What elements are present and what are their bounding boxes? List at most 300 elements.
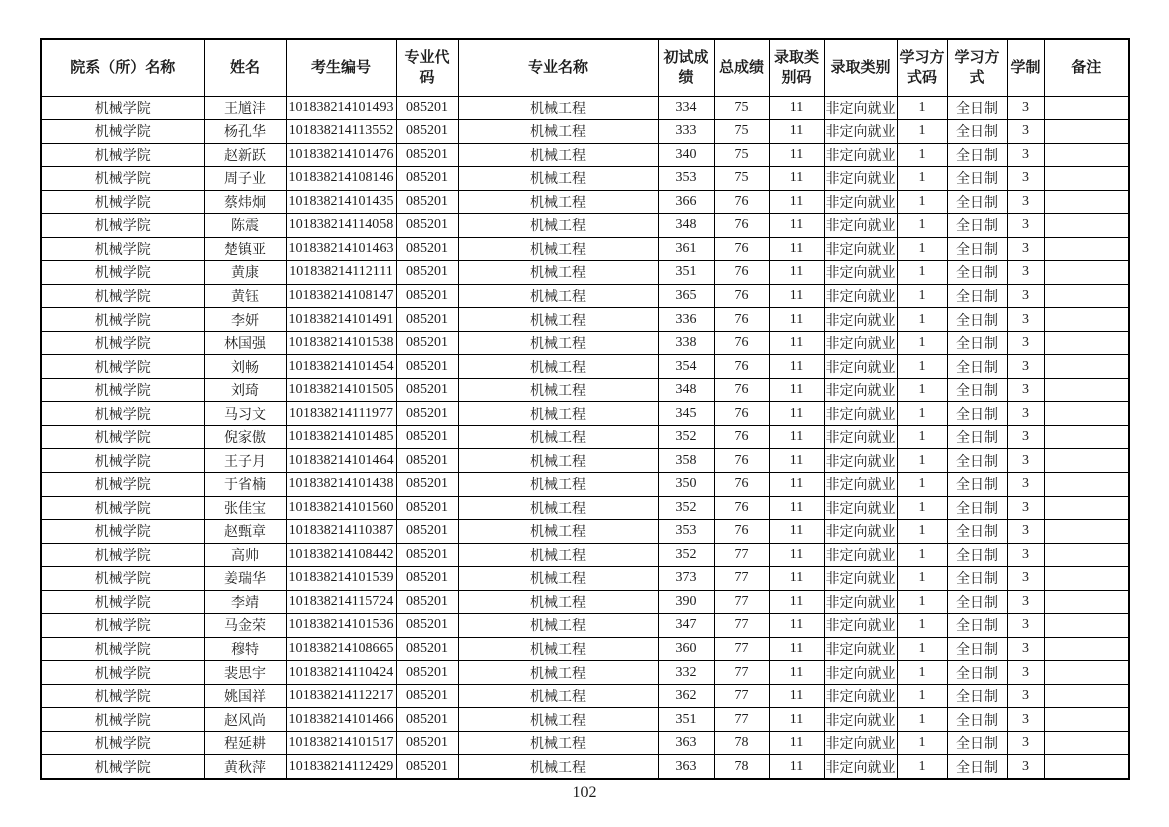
table-row — [41, 143, 1129, 167]
table-cell: 机械工程 — [458, 378, 658, 402]
table-cell: 程延耕 — [204, 731, 286, 755]
table-cell: 11 — [769, 567, 824, 591]
table-cell: 机械工程 — [458, 684, 658, 708]
table-cell: 085201 — [396, 708, 458, 732]
table-cell — [1044, 684, 1129, 708]
table-cell: 机械学院 — [41, 308, 204, 332]
table-cell: 77 — [714, 567, 769, 591]
table-cell: 机械学院 — [41, 190, 204, 214]
table-cell: 1 — [897, 731, 947, 755]
table-cell: 非定向就业 — [824, 755, 897, 779]
table-cell: 非定向就业 — [824, 355, 897, 379]
table-cell: 11 — [769, 237, 824, 261]
table-cell: 非定向就业 — [824, 284, 897, 308]
table-cell: 全日制 — [947, 755, 1007, 779]
table-cell: 085201 — [396, 308, 458, 332]
table-cell — [1044, 614, 1129, 638]
table-cell: 3 — [1007, 402, 1044, 426]
table-cell: 1 — [897, 331, 947, 355]
table-row — [41, 449, 1129, 473]
table-cell: 3 — [1007, 284, 1044, 308]
table-cell — [1044, 637, 1129, 661]
table-cell: 085201 — [396, 378, 458, 402]
table-row — [41, 284, 1129, 308]
table-cell — [1044, 661, 1129, 685]
table-cell: 101838214101536 — [286, 614, 396, 638]
table-cell: 085201 — [396, 520, 458, 544]
table-cell: 085201 — [396, 120, 458, 144]
table-row — [41, 708, 1129, 732]
table-cell: 机械工程 — [458, 496, 658, 520]
table-cell: 11 — [769, 637, 824, 661]
table-cell: 机械学院 — [41, 520, 204, 544]
table-cell: 101838214110424 — [286, 661, 396, 685]
table-cell: 101838214115724 — [286, 590, 396, 614]
table-cell: 101838214101466 — [286, 708, 396, 732]
table-cell: 76 — [714, 308, 769, 332]
table-cell: 全日制 — [947, 520, 1007, 544]
table-cell: 机械学院 — [41, 331, 204, 355]
table-cell: 非定向就业 — [824, 214, 897, 238]
table-cell: 非定向就业 — [824, 237, 897, 261]
table-cell: 机械工程 — [458, 731, 658, 755]
table-cell: 穆特 — [204, 637, 286, 661]
table-cell: 机械学院 — [41, 378, 204, 402]
table-cell: 1 — [897, 567, 947, 591]
table-cell: 101838214108665 — [286, 637, 396, 661]
table-cell: 机械工程 — [458, 755, 658, 779]
table-cell: 3 — [1007, 755, 1044, 779]
table-cell: 101838214101454 — [286, 355, 396, 379]
table-cell: 1 — [897, 614, 947, 638]
table-cell: 全日制 — [947, 708, 1007, 732]
table-cell: 76 — [714, 190, 769, 214]
table-cell: 77 — [714, 637, 769, 661]
table-row — [41, 425, 1129, 449]
table-cell: 3 — [1007, 637, 1044, 661]
table-cell — [1044, 120, 1129, 144]
table-cell: 11 — [769, 543, 824, 567]
table-row — [41, 590, 1129, 614]
table-row — [41, 684, 1129, 708]
table-cell: 机械学院 — [41, 708, 204, 732]
table-cell: 机械工程 — [458, 261, 658, 285]
table-cell: 76 — [714, 214, 769, 238]
table-cell: 机械工程 — [458, 425, 658, 449]
table-cell: 倪家傲 — [204, 425, 286, 449]
table-row — [41, 214, 1129, 238]
table-row — [41, 637, 1129, 661]
table-cell: 11 — [769, 520, 824, 544]
page-number: 102 — [572, 784, 597, 801]
table-row — [41, 261, 1129, 285]
table-cell: 11 — [769, 261, 824, 285]
table-cell: 机械工程 — [458, 567, 658, 591]
table-cell: 机械工程 — [458, 473, 658, 497]
table-cell: 于省楠 — [204, 473, 286, 497]
table-cell: 351 — [658, 708, 714, 732]
table-cell: 机械学院 — [41, 143, 204, 167]
table-cell: 3 — [1007, 425, 1044, 449]
table-cell: 机械学院 — [41, 637, 204, 661]
table-cell: 非定向就业 — [824, 590, 897, 614]
table-cell: 非定向就业 — [824, 473, 897, 497]
table-cell: 1 — [897, 308, 947, 332]
table-cell: 全日制 — [947, 731, 1007, 755]
table-cell: 336 — [658, 308, 714, 332]
table-cell: 362 — [658, 684, 714, 708]
table-cell: 机械学院 — [41, 684, 204, 708]
table-cell: 77 — [714, 614, 769, 638]
table-cell: 非定向就业 — [824, 708, 897, 732]
table-cell: 3 — [1007, 355, 1044, 379]
table-cell: 353 — [658, 520, 714, 544]
table-cell: 75 — [714, 167, 769, 191]
table-cell: 非定向就业 — [824, 661, 897, 685]
table-cell: 机械学院 — [41, 731, 204, 755]
table-row — [41, 190, 1129, 214]
table-cell: 非定向就业 — [824, 402, 897, 426]
table-cell: 马金荣 — [204, 614, 286, 638]
table-cell: 11 — [769, 402, 824, 426]
table-cell — [1044, 355, 1129, 379]
table-cell: 机械工程 — [458, 190, 658, 214]
table-cell: 085201 — [396, 543, 458, 567]
table-row — [41, 614, 1129, 638]
table-cell: 085201 — [396, 96, 458, 120]
table-cell: 1 — [897, 167, 947, 191]
table-cell: 1 — [897, 449, 947, 473]
table-cell: 085201 — [396, 567, 458, 591]
table-cell: 101838214101435 — [286, 190, 396, 214]
table-cell: 3 — [1007, 449, 1044, 473]
table-cell: 101838214114058 — [286, 214, 396, 238]
column-header: 学习方式 — [947, 39, 1007, 96]
table-cell — [1044, 543, 1129, 567]
table-cell: 11 — [769, 378, 824, 402]
table-cell — [1044, 708, 1129, 732]
table-cell: 11 — [769, 190, 824, 214]
table-cell: 机械学院 — [41, 355, 204, 379]
table-cell: 3 — [1007, 614, 1044, 638]
table-cell: 马习文 — [204, 402, 286, 426]
table-cell: 085201 — [396, 755, 458, 779]
table-cell: 非定向就业 — [824, 449, 897, 473]
table-cell: 3 — [1007, 190, 1044, 214]
table-cell: 机械学院 — [41, 284, 204, 308]
admissions-table — [40, 38, 1130, 780]
table-cell: 11 — [769, 590, 824, 614]
table-cell: 机械学院 — [41, 590, 204, 614]
table-cell: 机械学院 — [41, 449, 204, 473]
table-cell: 76 — [714, 331, 769, 355]
table-cell: 1 — [897, 473, 947, 497]
table-row — [41, 237, 1129, 261]
table-cell: 365 — [658, 284, 714, 308]
table-cell: 机械工程 — [458, 708, 658, 732]
table-cell: 085201 — [396, 637, 458, 661]
table-row — [41, 402, 1129, 426]
table-cell: 机械工程 — [458, 331, 658, 355]
table-cell: 78 — [714, 731, 769, 755]
table-cell: 机械学院 — [41, 214, 204, 238]
table-cell — [1044, 143, 1129, 167]
table-cell: 1 — [897, 214, 947, 238]
table-cell: 机械学院 — [41, 96, 204, 120]
table-cell: 11 — [769, 96, 824, 120]
table-cell: 杨孔华 — [204, 120, 286, 144]
table-cell: 林国强 — [204, 331, 286, 355]
table-row — [41, 308, 1129, 332]
table-cell: 机械学院 — [41, 473, 204, 497]
table-cell: 101838214101517 — [286, 731, 396, 755]
table-cell: 非定向就业 — [824, 167, 897, 191]
table-cell: 334 — [658, 96, 714, 120]
table-cell: 085201 — [396, 425, 458, 449]
table-cell: 345 — [658, 402, 714, 426]
table-row — [41, 520, 1129, 544]
table-cell: 1 — [897, 755, 947, 779]
table-cell: 085201 — [396, 402, 458, 426]
table-cell: 1 — [897, 120, 947, 144]
table-cell: 非定向就业 — [824, 261, 897, 285]
table-cell: 1 — [897, 684, 947, 708]
table-cell: 非定向就业 — [824, 190, 897, 214]
table-cell: 机械学院 — [41, 167, 204, 191]
table-cell: 全日制 — [947, 496, 1007, 520]
table-cell: 101838214110387 — [286, 520, 396, 544]
table-cell: 机械工程 — [458, 449, 658, 473]
table-cell: 348 — [658, 214, 714, 238]
table-row — [41, 355, 1129, 379]
table-cell: 3 — [1007, 120, 1044, 144]
table-cell: 王馗沣 — [204, 96, 286, 120]
column-header: 备注 — [1044, 39, 1129, 96]
table-cell: 75 — [714, 143, 769, 167]
table-cell: 085201 — [396, 731, 458, 755]
table-cell: 3 — [1007, 378, 1044, 402]
table-cell: 全日制 — [947, 261, 1007, 285]
table-cell: 77 — [714, 543, 769, 567]
table-cell: 76 — [714, 520, 769, 544]
table-cell: 351 — [658, 261, 714, 285]
table-cell: 3 — [1007, 731, 1044, 755]
table-cell: 非定向就业 — [824, 120, 897, 144]
table-cell: 11 — [769, 167, 824, 191]
table-cell: 全日制 — [947, 190, 1007, 214]
table-cell: 全日制 — [947, 402, 1007, 426]
table-cell: 76 — [714, 284, 769, 308]
table-cell: 王子月 — [204, 449, 286, 473]
table-row — [41, 543, 1129, 567]
table-cell: 机械学院 — [41, 661, 204, 685]
table-cell: 3 — [1007, 543, 1044, 567]
table-cell: 机械学院 — [41, 237, 204, 261]
table-cell: 11 — [769, 331, 824, 355]
table-cell: 360 — [658, 637, 714, 661]
table-cell: 1 — [897, 96, 947, 120]
table-cell: 全日制 — [947, 308, 1007, 332]
table-cell: 3 — [1007, 473, 1044, 497]
table-cell: 348 — [658, 378, 714, 402]
column-header: 学制 — [1007, 39, 1044, 96]
table-cell: 085201 — [396, 473, 458, 497]
table-row — [41, 567, 1129, 591]
table-cell: 1 — [897, 402, 947, 426]
table-cell: 333 — [658, 120, 714, 144]
table-cell: 085201 — [396, 237, 458, 261]
table-cell: 340 — [658, 143, 714, 167]
table-cell: 338 — [658, 331, 714, 355]
table-cell: 373 — [658, 567, 714, 591]
table-cell: 机械工程 — [458, 237, 658, 261]
table-cell: 352 — [658, 425, 714, 449]
table-cell: 陈震 — [204, 214, 286, 238]
table-cell: 机械学院 — [41, 567, 204, 591]
table-cell: 3 — [1007, 167, 1044, 191]
table-cell: 全日制 — [947, 96, 1007, 120]
table-cell: 101838214112429 — [286, 755, 396, 779]
table-cell — [1044, 425, 1129, 449]
table-cell — [1044, 331, 1129, 355]
column-header: 录取类别 — [824, 39, 897, 96]
column-header: 姓名 — [204, 39, 286, 96]
table-cell: 101838214113552 — [286, 120, 396, 144]
table-body — [41, 96, 1129, 779]
table-cell: 刘畅 — [204, 355, 286, 379]
table-cell: 黄康 — [204, 261, 286, 285]
table-cell — [1044, 520, 1129, 544]
table-cell: 李妍 — [204, 308, 286, 332]
table-cell: 085201 — [396, 214, 458, 238]
table-cell: 77 — [714, 684, 769, 708]
column-header: 院系（所）名称 — [41, 39, 204, 96]
table-cell: 裴思宇 — [204, 661, 286, 685]
table-cell: 085201 — [396, 261, 458, 285]
table-cell: 085201 — [396, 331, 458, 355]
table-cell: 全日制 — [947, 167, 1007, 191]
table-cell: 1 — [897, 496, 947, 520]
table-row — [41, 120, 1129, 144]
table-cell: 390 — [658, 590, 714, 614]
table-cell: 101838214112111 — [286, 261, 396, 285]
table-cell: 101838214101491 — [286, 308, 396, 332]
table-cell: 非定向就业 — [824, 378, 897, 402]
table-cell: 非定向就业 — [824, 308, 897, 332]
table-cell: 非定向就业 — [824, 331, 897, 355]
column-header: 专业代码 — [396, 39, 458, 96]
table-cell: 全日制 — [947, 120, 1007, 144]
table-cell: 085201 — [396, 167, 458, 191]
table-cell: 机械学院 — [41, 402, 204, 426]
table-cell: 黄钰 — [204, 284, 286, 308]
table-row — [41, 378, 1129, 402]
table-cell: 77 — [714, 708, 769, 732]
table-cell: 101838214101464 — [286, 449, 396, 473]
table-cell: 黄秋萍 — [204, 755, 286, 779]
table-cell: 76 — [714, 355, 769, 379]
table-cell: 非定向就业 — [824, 143, 897, 167]
table-cell: 085201 — [396, 496, 458, 520]
table-cell: 全日制 — [947, 143, 1007, 167]
table-cell — [1044, 190, 1129, 214]
table-cell — [1044, 755, 1129, 779]
table-cell: 1 — [897, 261, 947, 285]
column-header: 录取类别码 — [769, 39, 824, 96]
table-cell: 非定向就业 — [824, 637, 897, 661]
table-cell: 1 — [897, 284, 947, 308]
table-cell: 085201 — [396, 355, 458, 379]
table-cell: 姚国祥 — [204, 684, 286, 708]
table-cell: 机械学院 — [41, 543, 204, 567]
table-cell — [1044, 473, 1129, 497]
table-row — [41, 96, 1129, 120]
table-cell: 352 — [658, 543, 714, 567]
table-cell: 机械工程 — [458, 402, 658, 426]
table-cell: 全日制 — [947, 378, 1007, 402]
table-cell: 085201 — [396, 143, 458, 167]
table-cell: 机械学院 — [41, 755, 204, 779]
table-cell: 非定向就业 — [824, 684, 897, 708]
table-cell — [1044, 284, 1129, 308]
table-cell: 1 — [897, 190, 947, 214]
table-cell: 366 — [658, 190, 714, 214]
table-cell: 机械学院 — [41, 261, 204, 285]
table-cell: 非定向就业 — [824, 567, 897, 591]
table-cell: 11 — [769, 308, 824, 332]
table-cell: 非定向就业 — [824, 614, 897, 638]
table-cell: 机械学院 — [41, 425, 204, 449]
table-cell: 3 — [1007, 237, 1044, 261]
table-cell: 1 — [897, 708, 947, 732]
table-cell: 101838214112217 — [286, 684, 396, 708]
table-cell: 机械工程 — [458, 661, 658, 685]
table-cell: 楚镇亚 — [204, 237, 286, 261]
table-cell: 全日制 — [947, 331, 1007, 355]
table-cell: 全日制 — [947, 237, 1007, 261]
table-cell: 蔡炜炯 — [204, 190, 286, 214]
table-cell: 全日制 — [947, 214, 1007, 238]
table-cell: 352 — [658, 496, 714, 520]
column-header: 总成绩 — [714, 39, 769, 96]
table-cell — [1044, 167, 1129, 191]
table-cell: 76 — [714, 473, 769, 497]
table-cell: 全日制 — [947, 355, 1007, 379]
table-cell: 非定向就业 — [824, 96, 897, 120]
table-cell: 1 — [897, 661, 947, 685]
table-cell: 机械工程 — [458, 167, 658, 191]
table-cell: 机械工程 — [458, 614, 658, 638]
table-cell: 3 — [1007, 308, 1044, 332]
table-cell: 机械工程 — [458, 637, 658, 661]
table-cell: 085201 — [396, 449, 458, 473]
table-cell: 11 — [769, 684, 824, 708]
table-cell: 全日制 — [947, 284, 1007, 308]
table-cell: 76 — [714, 402, 769, 426]
column-header: 初试成绩 — [658, 39, 714, 96]
table-cell: 11 — [769, 755, 824, 779]
table-cell: 机械学院 — [41, 120, 204, 144]
table-cell: 085201 — [396, 590, 458, 614]
table-cell: 101838214101539 — [286, 567, 396, 591]
table-header — [41, 39, 1129, 96]
table-cell: 11 — [769, 614, 824, 638]
table-cell: 赵甄章 — [204, 520, 286, 544]
table-cell: 非定向就业 — [824, 731, 897, 755]
table-cell: 76 — [714, 237, 769, 261]
table-cell: 1 — [897, 355, 947, 379]
table-row — [41, 731, 1129, 755]
